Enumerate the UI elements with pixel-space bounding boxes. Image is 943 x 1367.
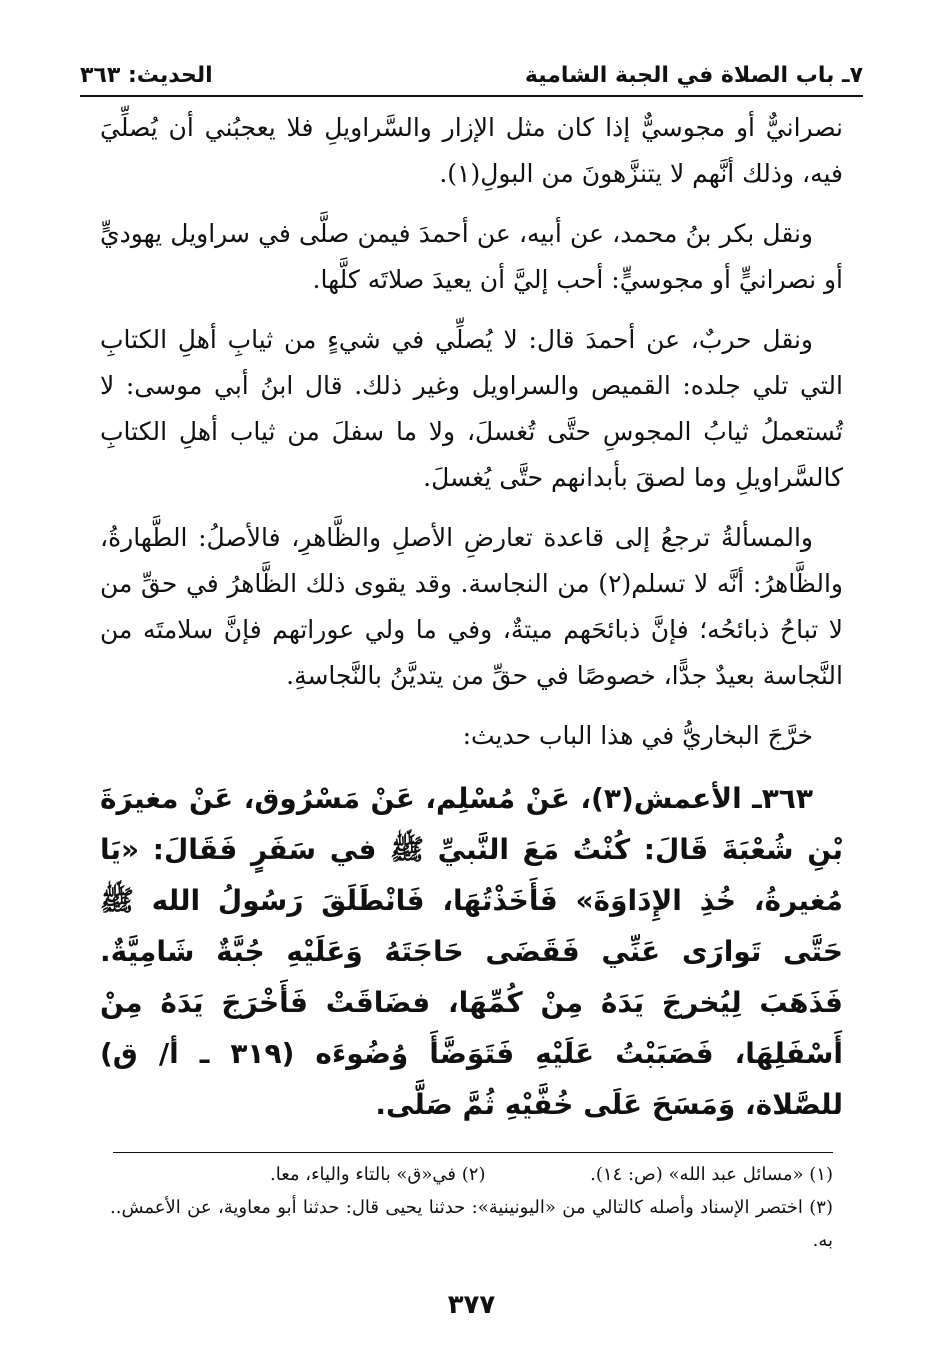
- paragraph-1: نصرانيٌّ أو مجوسيٌّ إذا كان مثل الإزار والسَّراويلِ فلا يعجبُني أن يُصلِّيَ فيه، وذلك أنَّهم لا يتنزَّهونَ من البولِ(١).: [100, 113, 843, 188]
- running-header: [80, 48, 863, 88]
- footnote-row: [110, 1158, 833, 1191]
- hadith-number: الحديث: ٣٦٣: [80, 63, 213, 88]
- header-divider: [80, 95, 863, 97]
- main-text: [100, 105, 843, 1144]
- page-number: ٣٧٧: [447, 1290, 496, 1320]
- hadith-text: ٣٦٣ـ الأعمش(٣)، عَنْ مُسْلِم، عَنْ مَسْرُوق، عَنْ مغيرَةَ بْنِ شُعْبَةَ قَالَ: كُنْتُ مَعَ النَّبيِّ ﷺ في سَفَرٍ فَقَالَ: «يَا مُغيرةُ، خُذِ الإِدَاوَةَ» فَأَخَذْتُهَا، فَانْطَلَقَ رَسُولُ الله ﷺ حَتَّى تَوارَى عَنِّي فَقَضَى حَاجَتَهُ وَعَلَيْهِ جُبَّةٌ شَامِيَّةٌ. فَذَهَبَ لِيُخرجَ يَدَهُ مِنْ كُمِّهَا، فضَاقَتْ فَأَخْرَجَ يَدَهُ مِنْ أَسْفَلِهَا، فَصَبَبْتُ عَلَيْهِ فَتَوَضَّأَ وُضُوءَه (٣١٩ ـ أ/ ق) للصَّلاة، وَمَسَحَ عَلَى خُفَّيْهِ ثُمَّ صَلَّى.: [100, 782, 844, 1121]
- footnote-1: (١) «مسائل عبد الله» (ص: ١٤).: [590, 1164, 833, 1185]
- paragraph-3: ونقل حربٌ، عن أحمدَ قال: لا يُصلِّي في شيءٍ من ثيابِ أهلِ الكتابِ التي تلي جلده: القميص والسراويل وغير ذلك. قال ابنُ أبي موسى: لا تُستعملُ ثيابُ المجوسِ حتَّى تُغسلَ، ولا ما سفلَ من ثياب أهلِ الكتابِ كالسَّراويلِ وما لصقَ بأبدانهم حتَّى يُغسلَ.: [100, 325, 843, 492]
- footnote-3: (٣) اختصر الإسناد وأصله كالتالي من «اليونينية»: حدثنا يحيى قال: حدثنا أبو معاوية، عن الأعمش.. به.: [110, 1197, 833, 1251]
- footnote-2: (٢) في«ق» بالتاء والياء، معا.: [270, 1164, 486, 1185]
- paragraph-4: والمسألةُ ترجعُ إلى قاعدة تعارضِ الأصلِ والظَّاهرِ، فالأصلُ: الطَّهارةُ، والظَّاهرُ: أنَّه لا تسلم(٢) من النجاسة. وقد يقوى ذلك الظَّاهرُ في حقِّ من لا تباحُ ذبائحُه؛ فإنَّ ذبائحَهم ميتةٌ، وفي ما ولي عوراتهم فإنَّ سلامتَه من النَّجاسة بعيدٌ جدًّا، خصوصًا في حقِّ من يتديَّنُ بالنَّجاسةِ.: [100, 523, 844, 690]
- paragraph-5: خرَّجَ البخاريُّ في هذا الباب حديث:: [462, 721, 813, 750]
- chapter-title: ٧ـ باب الصلاة في الجبة الشامية: [524, 63, 863, 88]
- footnotes: [110, 1158, 833, 1257]
- paragraph-2: ونقل بكر بنُ محمد، عن أبيه، عن أحمدَ فيمن صلَّى في سراويل يهوديٍّ أو نصرانيٍّ أو مجوسيٍّ: أحب إليَّ أن يعيدَ صلاتَه كلَّها.: [100, 219, 843, 294]
- footnote-divider: [113, 1152, 833, 1153]
